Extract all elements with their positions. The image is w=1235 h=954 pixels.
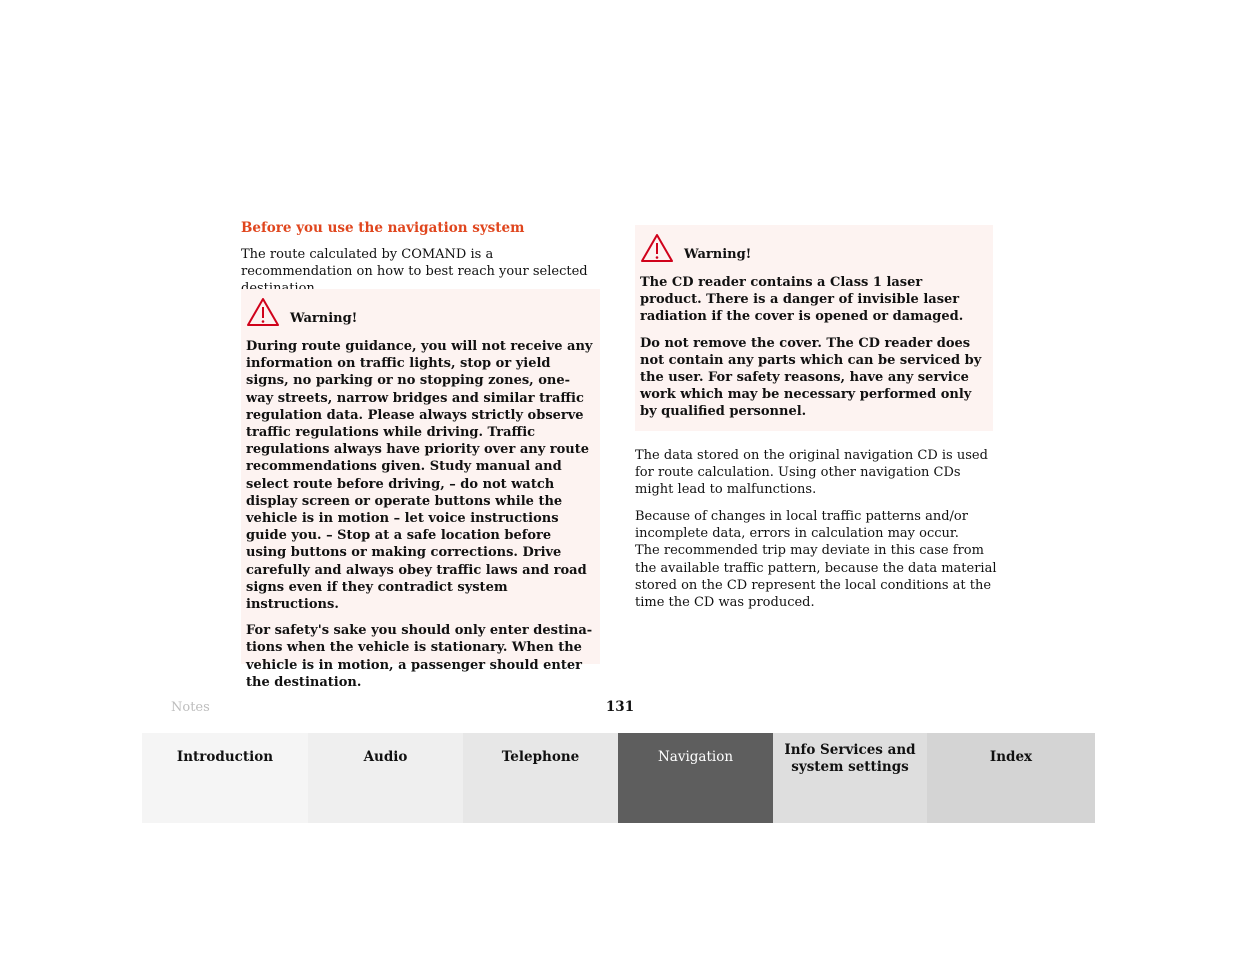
body-paragraph: The data stored on the original navigation CD is used for route calculation. Using other navigation CDs might lead to malfunctions. <box>635 448 988 498</box>
warning-box-route-guidance <box>241 289 600 690</box>
tab-navigation[interactable] <box>618 733 773 823</box>
tab-audio[interactable] <box>308 733 463 823</box>
body-paragraph: Because of changes in local traffic patterns and/or incomplete data, errors in calculation may occur. The recommended trip may deviate in this case from the available traffic pattern, because the data material stored on the CD represent the local conditions at the time the CD was produced. <box>635 509 997 611</box>
tab-label: Navigation <box>657 749 734 765</box>
section-title: Before you use the navigation system <box>241 220 525 236</box>
tab-label: Introduction <box>176 749 274 765</box>
notes-label: Notes <box>171 700 210 715</box>
warning-title: Warning! <box>684 247 752 262</box>
warning-triangle-icon <box>246 297 280 327</box>
warning-paragraph: During route guidance, you will not receive any information on traffic lights, stop or yield signs, no parking or no stopping zones, one-way streets, narrow bridges and similar traffic regulation data. Please always strictly observe traffic regulations while driving. Traffic regulations always have priority over any route recommendations given. Study manual and select route before driving, – do not watch display screen or operate buttons while the vehicle is in motion – let voice instructions guide you. – Stop at a safe location before using buttons or making corrections. Drive carefully and always obey traffic laws and road signs even if they contradict system instructions. <box>246 339 593 613</box>
tab-info-services[interactable] <box>773 733 927 823</box>
warning-paragraph: Do not remove the cover. The CD reader does not contain any parts which can be serviced by the user. For safety reasons, have any service work which may be necessary performed only by qualified personnel. <box>640 335 982 420</box>
tab-introduction[interactable] <box>142 733 308 823</box>
section-tab-bar <box>142 733 1095 823</box>
warning-header <box>640 233 988 263</box>
tab-label: Index <box>989 749 1033 765</box>
warning-header <box>246 297 595 327</box>
warning-box-cd-reader <box>635 225 993 431</box>
warning-paragraph: For safety's sake you should only enter destina-tions when the vehicle is stationary. When the vehicle is in motion, a passenger should enter the destination. <box>246 623 593 690</box>
warning-title: Warning! <box>290 311 358 326</box>
tab-label: Info Services and system settings <box>784 742 916 775</box>
tab-label: Audio <box>363 749 408 765</box>
tab-label: Telephone <box>501 749 580 765</box>
tab-telephone[interactable] <box>463 733 618 823</box>
intro-text: The route calculated by COMAND is a recommendation on how to best reach your selected <box>241 247 588 280</box>
warning-triangle-icon <box>640 233 674 263</box>
page-number: 131 <box>605 699 635 715</box>
tab-index[interactable] <box>927 733 1095 823</box>
warning-paragraph: The CD reader contains a Class 1 laser product. There is a danger of invisible laser radiation if the cover is opened or damaged. <box>640 275 964 325</box>
